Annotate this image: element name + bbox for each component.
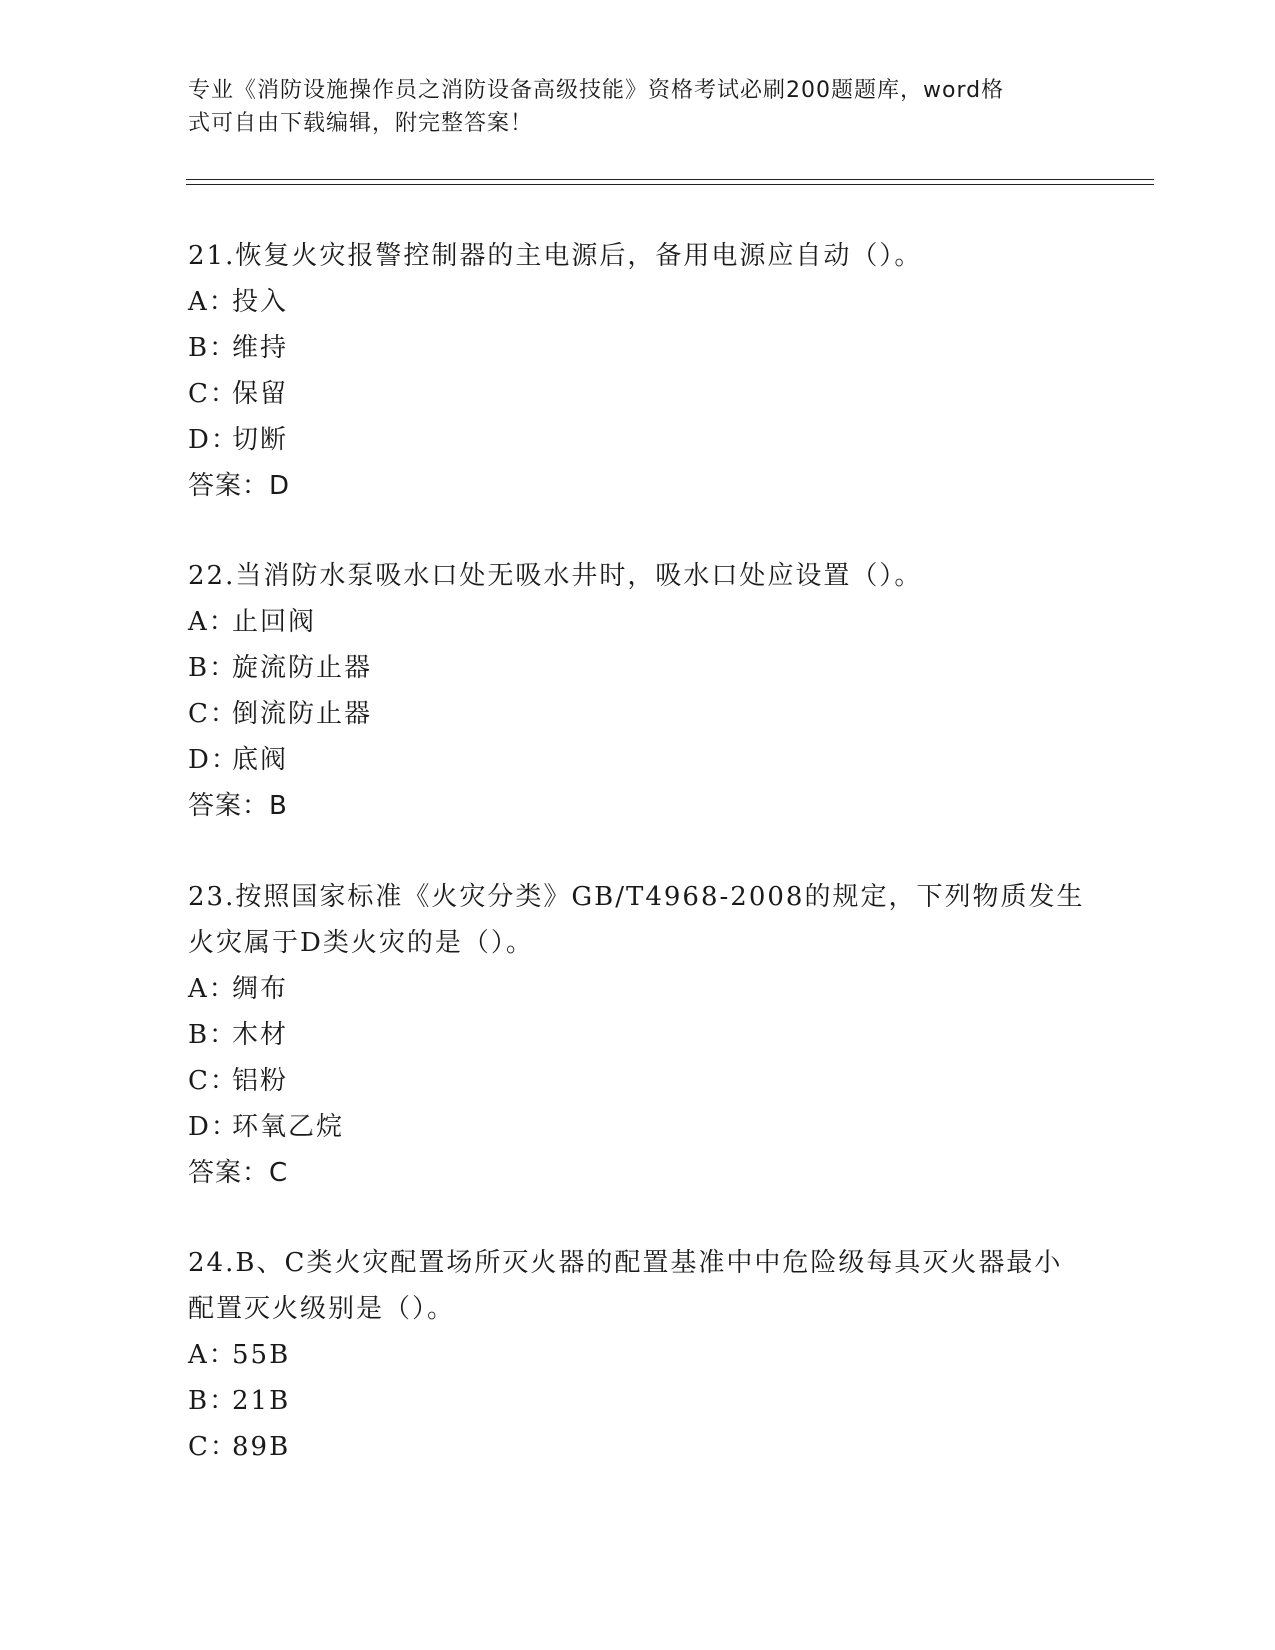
option-letter: A： [188,607,237,637]
header-line-2: 式可自由下载编辑，附完整答案！ [188,111,534,136]
question-text-line-2: 火灾属于D类火灾的是（）。 [188,928,534,958]
answer: 答案：B [188,791,288,821]
option-letter: C： [188,1432,238,1462]
question-text: 恢复火灾报警控制器的主电源后，备用电源应自动（）。 [235,241,923,271]
question-stem [188,1240,1088,1286]
option-text: 底阀 [232,745,289,775]
option-text: 木材 [232,1020,289,1050]
option-c [188,691,1088,737]
option-a [188,279,1088,325]
option-b [188,325,1088,371]
option-letter: C： [188,379,238,409]
question-23 [188,874,1088,1196]
question-text: 当消防水泵吸水口处无吸水井时，吸水口处应设置（）。 [235,561,923,591]
option-text: 环氧乙烷 [232,1112,345,1142]
option-letter: B： [188,653,238,683]
option-letter: A： [188,287,237,317]
option-letter: D： [188,425,239,455]
option-d [188,737,1088,783]
option-text: 投入 [232,287,289,317]
question-number: 22. [188,561,236,591]
option-text: 旋流防止器 [232,653,373,683]
option-c [188,1424,1088,1470]
question-stem [188,553,1088,599]
option-letter: B： [188,333,238,363]
question-stem [188,233,1088,279]
question-number: 21. [188,241,236,271]
question-22 [188,553,1088,829]
option-a [188,599,1088,645]
option-letter: A： [188,974,237,1004]
document-header [188,74,1088,140]
option-b [188,1012,1088,1058]
question-stem [188,874,1088,920]
option-letter: D： [188,1112,239,1142]
option-a [188,966,1088,1012]
option-c [188,1058,1088,1104]
answer: 答案：D [188,471,291,501]
option-a [188,1332,1088,1378]
header-line-1: 专业《消防设施操作员之消防设备高级技能》资格考试必刷200题题库，word格 [188,78,1005,103]
option-letter: B： [188,1020,238,1050]
option-letter: B： [188,1386,238,1416]
option-text: 89B [232,1432,291,1462]
option-letter: C： [188,1066,238,1096]
option-text: 保留 [232,379,289,409]
option-b [188,1378,1088,1424]
question-number: 23. [188,882,236,912]
question-number: 24. [188,1248,236,1278]
answer: 答案：C [188,1158,289,1188]
question-24 [188,1240,1088,1470]
option-letter: D： [188,745,239,775]
question-text-line-1: B、C类火灾配置场所灭火器的配置基准中中危险级每具灭火器最小 [235,1248,1063,1278]
option-c [188,371,1088,417]
option-text: 维持 [232,333,289,363]
option-text: 绸布 [232,974,289,1004]
header-divider-bottom [186,184,1154,185]
option-text: 铝粉 [232,1066,289,1096]
option-d [188,417,1088,463]
option-text: 倒流防止器 [232,699,373,729]
option-text: 55B [232,1340,291,1370]
option-text: 21B [232,1386,291,1416]
option-d [188,1104,1088,1150]
option-text: 止回阀 [232,607,317,637]
option-letter: A： [188,1340,237,1370]
option-text: 切断 [232,425,289,455]
header-divider-top [186,179,1154,180]
option-letter: C： [188,699,238,729]
question-text-line-1: 按照国家标准《火灾分类》GB/T4968-2008的规定，下列物质发生 [235,882,1085,912]
option-b [188,645,1088,691]
question-21 [188,233,1088,509]
question-text-line-2: 配置灭火级别是（）。 [188,1294,456,1324]
